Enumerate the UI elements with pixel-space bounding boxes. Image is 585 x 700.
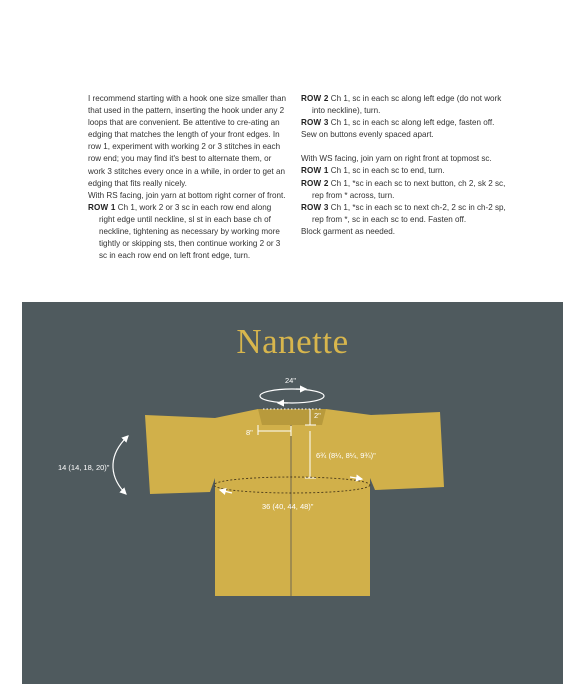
garment-body (215, 478, 370, 596)
neck-circumference-label: 24" (285, 376, 297, 385)
shoulder-label: 8" (246, 428, 253, 437)
intro-paragraph: I recommend starting with a hook one size smaller than that used in the pattern, inserting the hook under any 2 loops that are convenient. Be attentive to cre-ating an edging that matches the length of your front edges. In row 1, experiment with working 2 or 3 stitches in each row end; you may find it's best to alternate them, or work 3 stitches every once in a while, in order to get an edging that fits really nicely. (88, 94, 286, 188)
schematic-title: Nanette (236, 322, 349, 361)
row3-text: Ch 1, sc in each sc along left edge, fasten off. (330, 118, 495, 128)
sew-paragraph: Sew on buttons evenly spaced apart. (301, 130, 434, 140)
row2-text: Ch 1, sc in each sc along left edge (do not work into neckline), turn. (312, 94, 502, 116)
sleeve-arrow (113, 440, 126, 494)
row1-text: Ch 1, work 2 or 3 sc in each row end along right edge until neckline, sl st in each base ch of neckline, tightening as necessary by working more tightly or skipping sts, then continue working 2 or 3 sc in each row end on left front edge, turn. (99, 202, 281, 261)
band-row2-text: Ch 1, *sc in each sc to next button, ch 2, sk 2 sc, rep from * across, turn. (312, 178, 506, 200)
ws-setup-paragraph: With WS facing, join yarn on right front at topmost sc. (301, 154, 492, 164)
row1-label: ROW 1 (88, 202, 116, 212)
band-row3-label: ROW 3 (301, 202, 329, 212)
armhole-depth-label: 6¾ (8¼, 8¼, 9¾)" (316, 451, 376, 460)
chest-label: 36 (40, 44, 48)" (262, 502, 314, 511)
row2-label: ROW 2 (301, 94, 329, 103)
neck-ellipse (260, 389, 324, 403)
band-row1-label: ROW 1 (301, 166, 329, 176)
sleeve-circumference-label: 14 (14, 18, 20)" (58, 463, 110, 472)
band-row3-text: Ch 1, *sc in each sc to next ch-2, 2 sc in ch-2 sp, rep from *, sc in each sc to end. Fasten off. (312, 202, 506, 224)
block-paragraph: Block garment as needed. (301, 226, 396, 236)
neck-depth-label: 2" (314, 411, 321, 420)
row3-label: ROW 3 (301, 118, 329, 128)
band-row2-label: ROW 2 (301, 178, 329, 188)
setup-paragraph: With RS facing, join yarn at bottom right corner of front. (88, 190, 286, 200)
band-row1-text: Ch 1, sc in each sc to end, turn. (330, 166, 445, 176)
